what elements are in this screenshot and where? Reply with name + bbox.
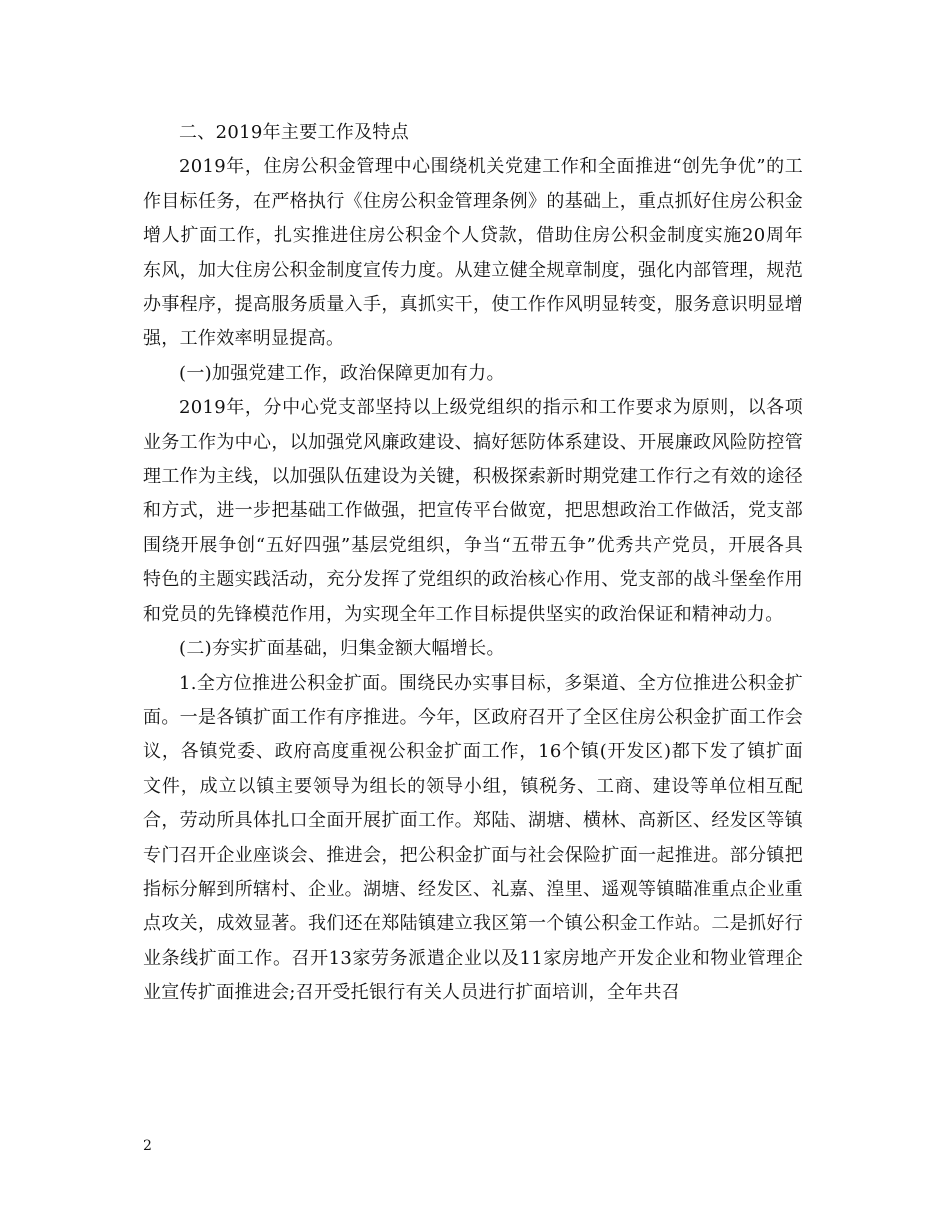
paragraph-expansion: 1.全方位推进公积金扩面。围绕民办实事目标，多渠道、全方位推进公积金扩面。一是各镇扩面工作有序推进。今年，区政府召开了全区住房公积金扩面工作会议，各镇党委、政府高度重视公积金扩面工作，16个镇(开发区)都下发了镇扩面文件，成立以镇主要领导为组长的领导小组，镇税务、工商、建设等单位相互配合，劳动所具体扎口全面开展扩面工作。郑陆、湖塘、横林、高新区、经发区等镇专门召开企业座谈会、推进会，把公积金扩面与社会保险扩面一起推进。部分镇把指标分解到所辖村、企业。湖塘、经发区、礼嘉、湟里、遥观等镇瞄准重点企业重点攻关，成效显著。我们还在郑陆镇建立我区第一个镇公积金工作站。二是抓好行业条线扩面工作。召开13家劳务派遣企业以及11家房地产开发企业和物业管理企业宣传扩面推进会;召开受托银行有关人员进行扩面培训，全年共召 — [143, 672, 803, 1004]
paragraph-overview: 2019年，住房公积金管理中心围绕机关党建工作和全面推进“创先争优”的工作目标任务，在严格执行《住房公积金管理条例》的基础上，重点抓好住房公积金增人扩面工作，扎实推进住房公积金个人贷款，借助住房公积金制度实施20周年东风，加大住房公积金制度宣传力度。从建立健全规章制度，强化内部管理，规范办事程序，提高服务质量入手，真抓实干，使工作作风明显转变，服务意识明显增强，工作效率明显提高。 — [143, 156, 803, 350]
subsection-heading-party-building: (一)加强党建工作，政治保障更加有力。 — [179, 362, 505, 384]
section-heading: 二、2019年主要工作及特点 — [179, 122, 410, 143]
page-number: 2 — [143, 1138, 152, 1154]
document-body — [143, 116, 803, 1011]
subsection-heading-expansion: (二)夯实扩面基础，归集金额大幅增长。 — [179, 638, 505, 660]
paragraph-party-building: 2019年，分中心党支部坚持以上级党组织的指示和工作要求为原则，以各项业务工作为中心，以加强党风廉政建设、搞好惩防体系建设、开展廉政风险防控管理工作为主线，以加强队伍建设为关键，积极探索新时期党建工作行之有效的途径和方式，进一步把基础工作做强，把宣传平台做宽，把思想政治工作做活，党支部围绕开展争创“五好四强”基层党组织，争当“五带五争”优秀共产党员，开展各具特色的主题实践活动，充分发挥了党组织的政治核心作用、党支部的战斗堡垒作用和党员的先锋模范作用，为实现全年工作目标提供坚实的政治保证和精神动力。 — [143, 397, 803, 625]
